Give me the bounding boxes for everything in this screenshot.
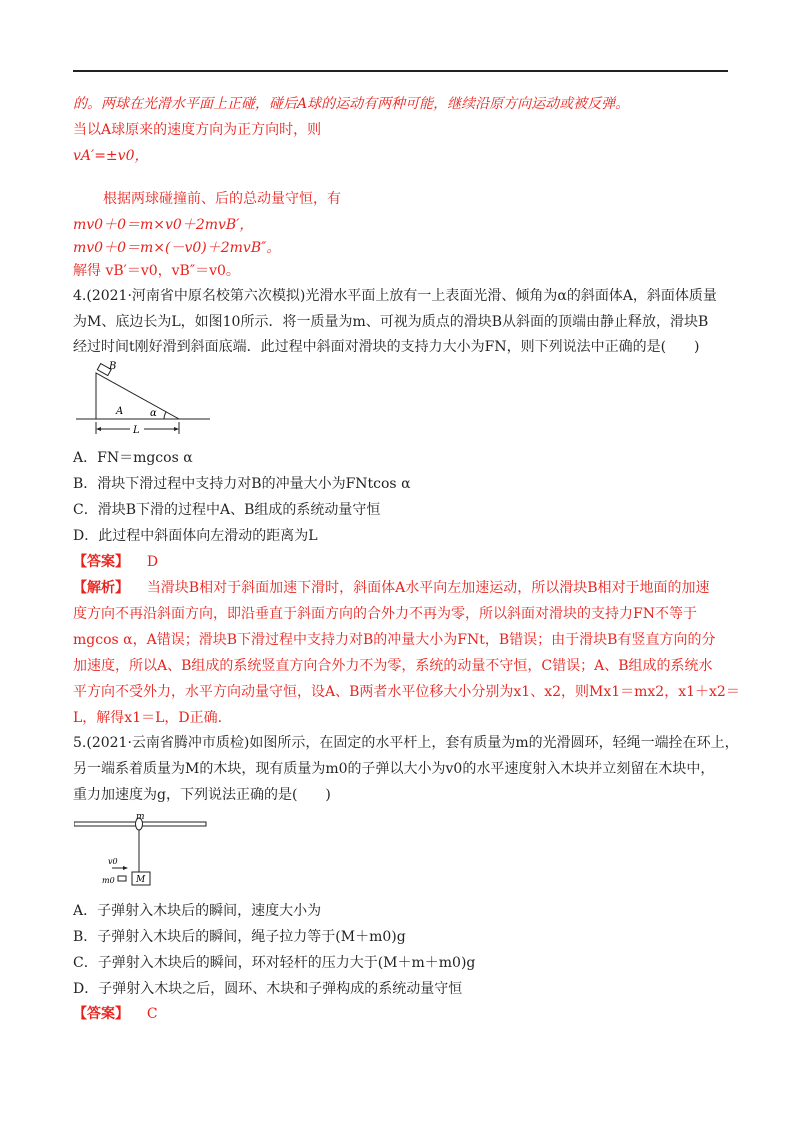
q4-analysis-line-6: L，解得x1＝L，D正确. bbox=[73, 710, 223, 726]
q4-answer-value: D bbox=[146, 554, 159, 570]
q4-fig-label-a: A bbox=[116, 406, 124, 417]
prev-line-5: mv0＋0＝m×v0＋2mvB′， bbox=[73, 217, 254, 233]
q5-fig-label-m: m bbox=[136, 812, 145, 822]
q4-analysis-line-5: 平方向不受外力，水平方向动量守恒，设A、B两者水平位移大小分别为x1、x2，则Mx1＝mx2，x1＋x2＝ bbox=[73, 684, 740, 700]
q5-stem-line-2: 另一端系着质量为M的木块，现有质量为m0的子弹以大小为v0的水平速度射入木块并立刻留在木块中， bbox=[73, 761, 715, 777]
q5-option-d: D．子弹射入木块之后，圆环、木块和子弹构成的系统动量守恒 bbox=[73, 981, 463, 997]
prev-line-7: 解得 vB′＝v0，vB″＝v0。 bbox=[73, 263, 240, 279]
q4-analysis-tag: 【解析】 bbox=[73, 580, 129, 596]
q4-fig-label-alpha: α bbox=[150, 408, 157, 419]
q4-stem-line-3: 经过时间t刚好滑到斜面底端．此过程中斜面对滑块的支持力大小为FN，则下列说法中正确的是( ) bbox=[73, 339, 700, 355]
prev-line-2: 当以A球原来的速度方向为正方向时，则 bbox=[73, 122, 322, 138]
q5-stem-line-3: 重力加速度为g，下列说法正确的是( ) bbox=[73, 787, 331, 803]
q4-fig-label-b: B bbox=[109, 361, 117, 372]
q4-analysis-line-1 bbox=[73, 579, 710, 597]
q4-analysis-line-2: 度方向不再沿斜面方向，即沿垂直于斜面方向的合外力不再为零，所以斜面对滑块的支持力FN不等于 bbox=[73, 606, 697, 622]
q4-answer-tag: 【答案】 bbox=[73, 554, 129, 570]
q4-option-a: A．FN＝mgcos α bbox=[73, 450, 193, 466]
q4-analysis-line-4: 加速度，所以A、B组成的系统竖直方向合外力不为零，系统的动量不守恒，C错误；A、B组成的系统水 bbox=[73, 658, 713, 674]
q5-option-a: A．子弹射入木块后的瞬间，速度大小为 bbox=[73, 903, 322, 919]
q5-answer bbox=[73, 1005, 158, 1023]
q4-analysis-text-1: 当滑块B相对于斜面加速下滑时，斜面体A水平向左加速运动，所以滑块B相对于地面的加速 bbox=[146, 580, 710, 596]
q4-answer bbox=[73, 553, 158, 571]
q5-fig-label-m0: m0 bbox=[102, 876, 115, 885]
header-rule bbox=[73, 70, 728, 72]
q4-fig-label-l: L bbox=[133, 425, 140, 436]
prev-line-4: 根据两球碰撞前、后的总动量守恒，有 bbox=[103, 191, 341, 207]
q4-analysis-line-3: mgcos α，A错误；滑块B下滑过程中支持力对B的冲量大小为FNt，B错误；由于滑块B有竖直方向的分 bbox=[73, 632, 716, 648]
q5-fig-label-v0: v0 bbox=[108, 857, 118, 866]
q5-answer-value: C bbox=[146, 1006, 158, 1022]
prev-line-6: mv0＋0＝m×(－v0)＋2mvB″。 bbox=[73, 240, 281, 256]
q5-stem-line-1: 5.(2021·云南省腾冲市质检)如图所示，在固定的水平杆上，套有质量为m的光滑圆环，轻绳一端拴在环上， bbox=[73, 735, 739, 751]
q4-stem-line-2: 为M、底边长为L，如图10所示．将一质量为m、可视为质点的滑块B从斜面的顶端由静止释放，滑块B bbox=[73, 314, 709, 330]
q4-option-b: B．滑块下滑过程中支持力对B的冲量大小为FNtcos α bbox=[73, 476, 411, 492]
q4-stem-line-1: 4.(2021·河南省中原名校第六次模拟)光滑水平面上放有一上表面光滑、倾角为α的斜面体A，斜面体质量 bbox=[73, 288, 717, 304]
q5-option-b: B．子弹射入木块后的瞬间，绳子拉力等于(M＋m0)g bbox=[73, 929, 406, 945]
q4-option-c: C．滑块B下滑的过程中A、B组成的系统动量守恒 bbox=[73, 502, 381, 518]
prev-line-3: vA′=±v0， bbox=[73, 148, 149, 164]
q5-ring-block-figure bbox=[74, 812, 210, 890]
q5-answer-tag: 【答案】 bbox=[73, 1006, 129, 1022]
prev-line-1: 的。两球在光滑水平面上正碰，碰后A球的运动有两种可能，继续沿原方向运动或被反弹。 bbox=[73, 96, 630, 112]
q5-option-c: C．子弹射入木块后的瞬间，环对轻杆的压力大于(M＋m＋m0)g bbox=[73, 955, 476, 971]
q5-fig-label-block: M bbox=[136, 875, 146, 885]
q4-option-d: D．此过程中斜面体向左滑动的距离为L bbox=[73, 528, 318, 544]
q4-incline-figure bbox=[76, 360, 210, 436]
